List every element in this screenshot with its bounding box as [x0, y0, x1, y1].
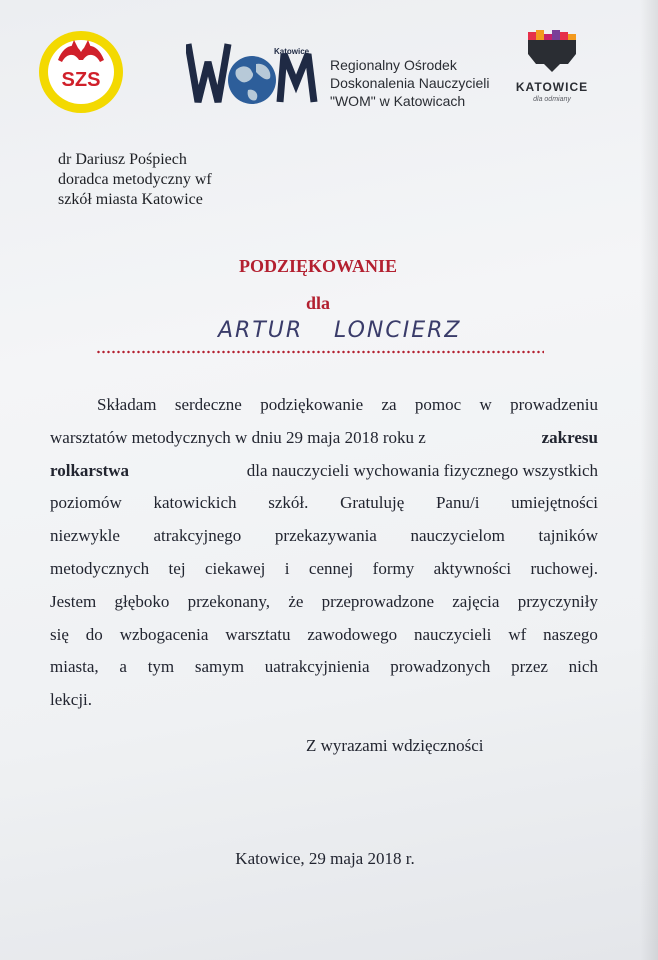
wom-logo [186, 40, 320, 110]
body-word: przekonany, [187, 591, 271, 611]
body-word: Panu/i [435, 493, 480, 513]
body-word: Składam [97, 395, 157, 414]
wom-name-line: Doskonalenia Nauczycieli [330, 75, 490, 91]
body-line [50, 553, 598, 586]
body-word: serdeczne [174, 395, 242, 414]
wom-name-line: "WOM" w Katowicach [330, 93, 466, 109]
sender-role: doradca metodyczny wf [58, 171, 212, 188]
closing-phrase: Z wyrazami wdzięczności [306, 736, 484, 755]
body-word: szkół. [268, 493, 309, 513]
body-line [50, 586, 598, 619]
body-line [50, 684, 598, 717]
body-word: że [288, 591, 304, 611]
katowice-logo-name: KATOWICE [515, 80, 589, 94]
body-word: miasta, [50, 657, 99, 677]
body-word: nauczycielom [410, 526, 505, 546]
body-line [50, 389, 598, 422]
body-word: umiejętności [511, 493, 598, 513]
body-word: ciekawej [204, 558, 266, 578]
body-word: tej [168, 558, 186, 578]
body-bold-text: zakresu [541, 427, 598, 447]
recipient-intro: dla [305, 293, 330, 313]
body-word: podziękowanie [260, 395, 364, 414]
katowice-logo-tagline: dla odmiany [533, 96, 571, 103]
body-word: poziomów [50, 493, 122, 513]
place-and-date: Katowice, 29 maja 2018 r. [235, 849, 415, 868]
body-text: warsztatów metodycznych w dniu 29 maja 2018 roku z [50, 427, 426, 447]
body-word: przyczyniły [517, 591, 598, 611]
body-word: cennej [308, 558, 354, 578]
body-word: aktywności [433, 558, 512, 578]
document-title: PODZIĘKOWANIE [238, 256, 398, 276]
body-word: naszego [543, 624, 598, 644]
body-word: wzbogacenia [119, 624, 209, 644]
body-word: Jestem [50, 591, 97, 611]
body-line [50, 455, 598, 488]
recipient-dotted-line [96, 350, 544, 354]
body-word: zajęcia [452, 591, 500, 611]
szs-logo [38, 30, 124, 114]
body-word: atrakcyjnego [153, 526, 242, 546]
body-line [50, 487, 598, 520]
body-word: i [284, 558, 290, 578]
body-word: głęboko [114, 591, 170, 611]
body-line [50, 651, 598, 684]
body-word: formy [372, 558, 415, 578]
letter-body [50, 389, 598, 717]
body-word: wf [508, 624, 527, 644]
body-word: warsztatu [225, 624, 291, 644]
sender-name: dr Dariusz Pośpiech [58, 151, 187, 168]
body-word: prowadzeniu [510, 395, 598, 414]
body-word: metodycznych [50, 558, 150, 578]
body-line [50, 520, 598, 553]
body-word: przez [511, 657, 548, 677]
body-word: uatrakcyjnienia [264, 657, 370, 677]
szs-logo-text: SZS [61, 69, 101, 91]
body-word: ruchowej. [530, 558, 598, 578]
body-word: zawodowego [307, 624, 398, 644]
wom-institution-name [330, 56, 490, 110]
body-line [50, 619, 598, 652]
recipient-handwritten-name [218, 318, 462, 354]
body-word: a [119, 657, 127, 677]
body-text: dla nauczycieli wychowania fizycznego wszystkich [246, 460, 598, 480]
recipient-first-name: ARTUR [218, 318, 304, 343]
page-edge-shadow [640, 0, 658, 960]
body-word: za [381, 395, 397, 414]
body-word: katowickich [153, 493, 237, 513]
wom-name-line: Regionalny Ośrodek [330, 57, 457, 73]
body-word: tajników [538, 526, 598, 546]
body-word: przekazywania [274, 526, 377, 546]
body-line [50, 422, 598, 455]
body-word: niezwykle [50, 526, 120, 546]
body-word: samym [194, 657, 244, 677]
sender-block [58, 150, 212, 210]
sender-org: szkół miasta Katowice [58, 191, 203, 208]
body-text: lekcji. [50, 690, 93, 710]
body-word: w [479, 395, 492, 414]
body-word: przeprowadzone [321, 591, 434, 611]
body-word: do [85, 624, 103, 644]
body-word: prowadzonych [390, 657, 491, 677]
body-word: się [50, 624, 69, 644]
body-word: pomoc [414, 395, 462, 414]
body-word: nauczycieli [414, 624, 492, 644]
wom-logo-city: Katowice [274, 47, 310, 56]
body-word: tym [147, 657, 175, 677]
body-bold-text: rolkarstwa [50, 460, 130, 480]
body-word: nich [568, 657, 598, 677]
recipient-last-name: LONCIERZ [334, 318, 462, 343]
body-word: Gratuluję [340, 493, 405, 513]
